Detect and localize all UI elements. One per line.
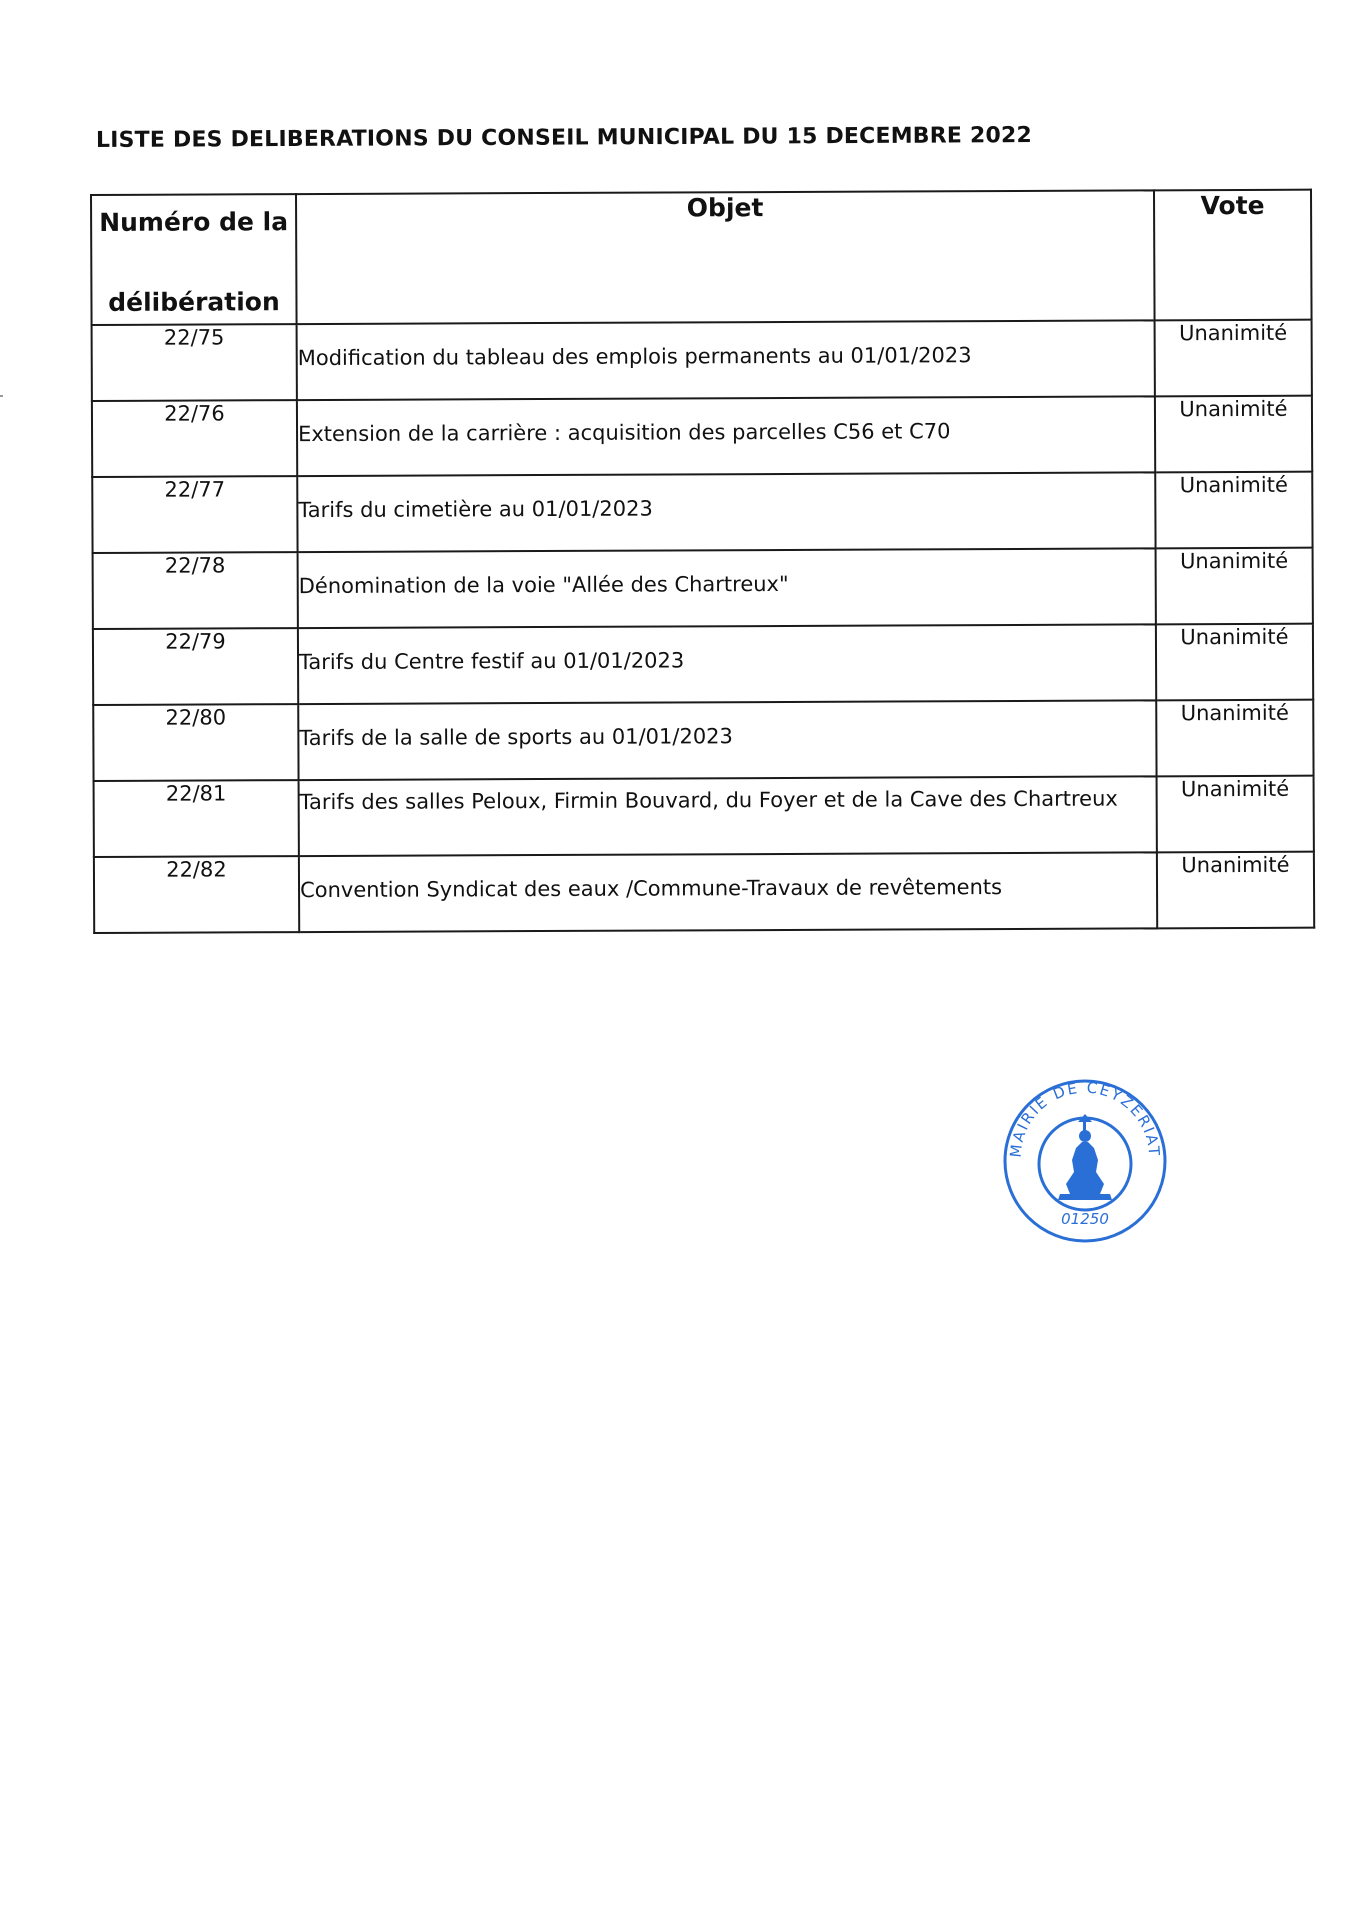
table-row: [93, 548, 1313, 629]
mairie-seal-stamp: [1000, 1076, 1170, 1246]
table-row: [92, 396, 1312, 477]
row-number: 22/81: [94, 780, 299, 857]
row-object: [298, 700, 1156, 780]
row-number: 22/76: [92, 400, 297, 477]
deliberations-table-container: [90, 189, 1313, 934]
row-vote-text: Unanimité: [1181, 852, 1290, 878]
row-vote-text: Unanimité: [1180, 624, 1289, 650]
row-vote: [1157, 776, 1314, 853]
row-vote-text: Unanimité: [1179, 396, 1288, 422]
row-vote-text: Unanimité: [1179, 472, 1288, 498]
row-number: 22/78: [93, 552, 298, 629]
deliberations-table: [90, 189, 1315, 934]
row-vote: [1156, 700, 1313, 777]
header-number-line2: délibération: [108, 287, 280, 317]
row-object-text: Tarifs du Centre festif au 01/01/2023: [298, 648, 685, 675]
header-object: Objet: [296, 190, 1155, 324]
row-object-text: Tarifs des salles Peloux, Firmin Bouvard, du Foyer et de la Cave des Chartreux: [299, 786, 1118, 815]
table-header-row: [91, 190, 1312, 325]
row-number: 22/75: [92, 324, 297, 401]
row-object-text: Convention Syndicat des eaux /Commune-Travaux de revêtements: [299, 875, 1003, 903]
row-object: [297, 396, 1155, 476]
row-object: [298, 624, 1156, 704]
row-vote: [1156, 548, 1313, 625]
table-row: [92, 472, 1312, 553]
row-vote-text: Unanimité: [1180, 700, 1289, 726]
row-vote-text: Unanimité: [1180, 776, 1290, 802]
row-number: 22/82: [94, 856, 299, 933]
row-object: [298, 548, 1156, 628]
header-number-line1: Numéro de la: [99, 207, 289, 237]
seal-arc-text: MAIRIE DE CEYZÉRIAT: [1006, 1078, 1164, 1159]
row-object: [297, 320, 1155, 400]
row-vote: [1155, 320, 1312, 397]
page-title: LISTE DES DELIBERATIONS DU CONSEIL MUNICIPAL DU 15 DECEMBRE 2022: [95, 123, 1033, 153]
row-object-text: Tarifs de la salle de sports au 01/01/2023: [299, 724, 733, 751]
header-vote: Vote: [1154, 190, 1312, 321]
row-number: 22/77: [92, 476, 297, 553]
row-object-text: Dénomination de la voie "Allée des Chartreux": [298, 571, 789, 599]
seal-icon: [1000, 1076, 1170, 1246]
table-row: [94, 852, 1314, 933]
table-row: [93, 700, 1313, 781]
row-vote: [1157, 852, 1314, 929]
row-vote: [1156, 624, 1313, 701]
row-object-text: Tarifs du cimetière au 01/01/2023: [298, 496, 653, 523]
table-row: [93, 624, 1313, 705]
row-object: [299, 776, 1157, 856]
row-number: 22/80: [93, 704, 298, 781]
row-vote-text: Unanimité: [1179, 548, 1289, 574]
seal-figure: [1058, 1114, 1112, 1200]
row-object-text: Extension de la carrière : acquisition des parcelles C56 et C70: [297, 419, 951, 447]
table-row: [92, 320, 1312, 401]
seal-postal-code: 01250: [1061, 1210, 1109, 1228]
row-vote: [1155, 472, 1312, 549]
row-object: [299, 852, 1157, 932]
row-object-text: Modification du tableau des emplois permanents au 01/01/2023: [297, 343, 972, 371]
row-object: [297, 472, 1155, 552]
row-number: 22/79: [93, 628, 298, 705]
row-vote: [1155, 396, 1312, 473]
row-vote-text: Unanimité: [1178, 320, 1288, 346]
table-row: [94, 776, 1314, 857]
header-number: [91, 194, 297, 325]
scan-artifact: [0, 395, 3, 397]
